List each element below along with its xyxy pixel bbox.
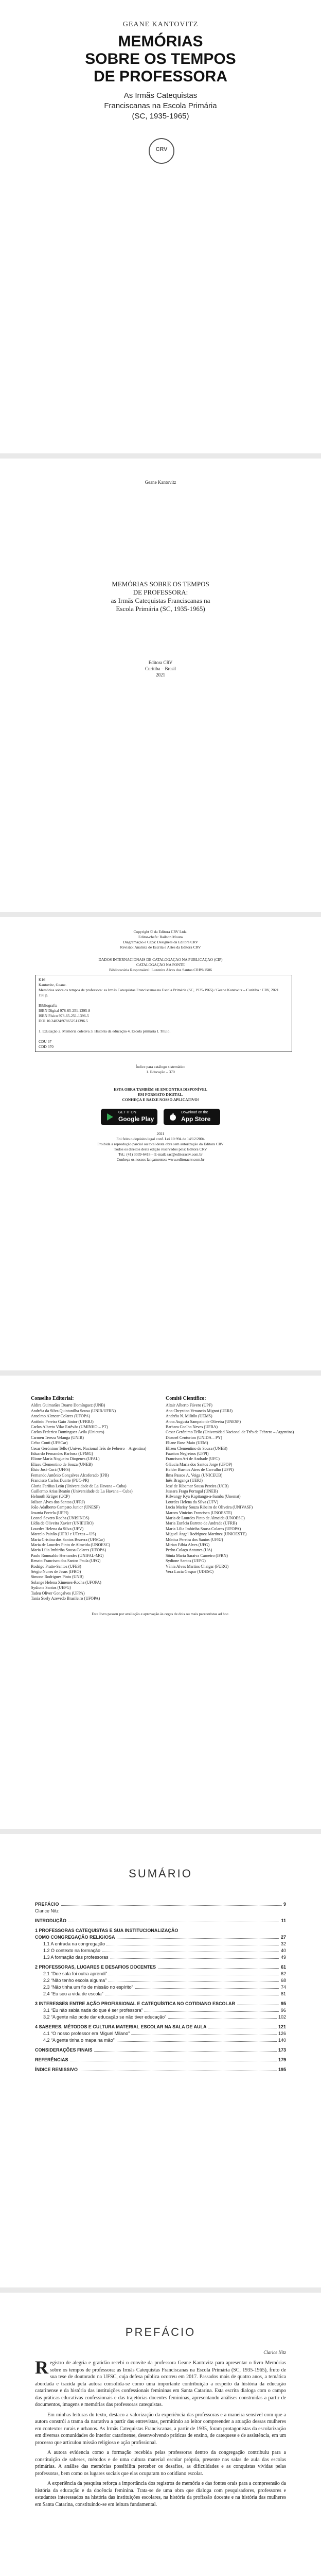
council-member: Guillermo Arias Beatón (Universidade de La Havana – Cuba) xyxy=(31,1488,133,1494)
toc-entry-title: 2.1 “Doe sala foi outra aprendi” xyxy=(43,1971,109,1977)
catalog-line: ISBN Físico 978-65-251-1396-5 xyxy=(39,1013,89,1018)
council-member: Barbara Coelho Neves (UFBA) xyxy=(166,1425,218,1430)
cover-title xyxy=(0,33,321,86)
toc-entry-page: 126 xyxy=(277,2030,286,2037)
toc-page xyxy=(0,1834,321,2287)
half-title-publisher: Editora CRV xyxy=(148,660,173,665)
toc-entry-title: ÍNDICE REMISSIVO xyxy=(35,2066,79,2073)
council-member: Vera Lucia Gaspar (UDESC) xyxy=(166,1569,214,1574)
toc-entry-title: 1 PROFESSORAS CATEQUISTAS E SUA INSTITUCIONALIZAÇÃO xyxy=(35,1927,180,1934)
app-store-badge[interactable] xyxy=(164,1109,220,1125)
council-member: Cesar Gerónimo Tello (Universidad Nacional de Três de Febrero – Argentina) xyxy=(166,1430,294,1435)
copyright-credits xyxy=(0,929,321,950)
half-title-year: 2021 xyxy=(156,672,165,677)
toc-entry[interactable] xyxy=(35,1934,286,1940)
catalog-line: Kantovitz, Geane. xyxy=(39,982,67,987)
council-member: Lídia de Oliveira Xavier (UNIEURO) xyxy=(31,1521,94,1526)
council-member: Ana Chrystina Venancio Mignot (UERJ) xyxy=(166,1408,233,1413)
council-member: Marcos Vinicius Francisco (UNOESTE) xyxy=(166,1510,233,1515)
toc-entry-title: 2.4 “Eu sou a vida de escola” xyxy=(43,1991,105,1997)
page-separator xyxy=(0,912,321,917)
council-member: Míguel Ángel Rodríguez Martínez (UNIOESTE) xyxy=(166,1532,247,1537)
council-member: Anselmo Alencar Colares (UFOPA) xyxy=(31,1414,91,1419)
council-member: Jussara Fraga Portugal (UNEB) xyxy=(166,1488,218,1494)
council-member: Mônica Pereira dos Santos (UFRJ) xyxy=(166,1537,223,1542)
toc-entry[interactable] xyxy=(35,1984,286,1990)
toc-entry-title: REFERÊNCIAS xyxy=(35,2057,70,2063)
toc-entry-title: 4 SABERES, MÉTODOS E CULTURA MATERIAL ESCOLAR NA SALA DE AULA xyxy=(35,2024,208,2030)
cover-title-line: SOBRE OS TEMPOS xyxy=(85,50,236,67)
cover-page xyxy=(0,0,321,453)
council-member: Solange Helena Ximenes-Rocha (UFOPA) xyxy=(31,1580,101,1585)
catalog-header: DADOS INTERNACIONAIS DE CATALOGAÇÃO NA PUBLICAÇÃO (CIP) CATALOGAÇÃO NA FONTE Bibliotecária Responsável: Luzenira Alves dos Santos CRB9/1506 xyxy=(98,957,223,972)
toc-entry[interactable] xyxy=(35,2007,286,2013)
toc-entry[interactable] xyxy=(35,2030,286,2037)
council-member: Anna Augusta Sampaio de Oliveira (UNESP) xyxy=(166,1419,241,1424)
cover-title-line: MEMÓRIAS xyxy=(118,33,203,50)
council-member: Maria de Lourdes Pinto de Almeida (UNOESC) xyxy=(31,1542,110,1547)
toc-entry[interactable] xyxy=(35,2014,286,2020)
council-member: Helder Buenos Aires de Carvalho (UFPI) xyxy=(166,1467,234,1472)
toc-entry[interactable] xyxy=(35,1908,286,1914)
toc-entry-title: 1.3 A formação das professoras xyxy=(43,1954,110,1960)
catalog-index xyxy=(0,1064,321,1075)
council-member: Fauston Negreiros (UFPI) xyxy=(166,1451,209,1456)
council-member: Cesar Gerónimo Tello (Univer. Nacional Três de Febrero – Argentina) xyxy=(31,1446,147,1451)
toc-entry[interactable] xyxy=(35,1941,286,1947)
toc-entry-page: 140 xyxy=(277,2037,286,2043)
toc-entry[interactable] xyxy=(35,2037,286,2043)
council-right-header: Comitê Científico: xyxy=(166,1396,206,1401)
catalog-box xyxy=(35,975,292,1052)
cover-author: GEANE KANTOVITZ xyxy=(122,21,199,28)
toc-entry-title: 2 PROFESSORAS, LUGARES E DESAFIOS DOCENTES xyxy=(35,1964,157,1970)
half-title-place: Curitiba – Brasil xyxy=(145,666,176,671)
council-member: José de Ribamar Sousa Pereira (UCB) xyxy=(166,1483,229,1488)
play-store-icon xyxy=(106,1113,114,1121)
toc-entry-page: 9 xyxy=(282,1901,286,1907)
council-member: Diosnel Centurion (UNIDA – PY) xyxy=(166,1435,222,1440)
council-member: Josania Portela (UFPI) xyxy=(31,1510,68,1515)
legal-line: Tel.: (41) 3039-6418 – E-mail: sac@editoracrv.com.br xyxy=(118,1152,203,1157)
toc-entry-title: CONSIDERAÇÕES FINAIS xyxy=(35,2047,94,2053)
council-member: Sydione Santos (UEPG) xyxy=(31,1585,71,1590)
toc-entry[interactable] xyxy=(35,1901,286,1907)
toc-entry-page: 40 xyxy=(279,1947,286,1954)
page-separator xyxy=(0,1829,321,1834)
preface-dropcap: R xyxy=(35,2357,48,2378)
catalog-line xyxy=(39,1024,289,1029)
toc-entry-title: 2.3 “Não tinha um fio de missão no espírito” xyxy=(43,1984,135,1990)
council-member: Sydione Santos (UEPG) xyxy=(166,1558,206,1564)
council-footer: Este livro passou por avaliação e aprovação às cegas de dois ou mais pareceristas ad hoc. xyxy=(92,1612,229,1616)
preface-title: PREFÁCIO xyxy=(125,2326,196,2338)
council-member: Lucia Marisy Souza Ribeiro de Oliveira (UNIVASF) xyxy=(166,1505,253,1510)
council-member: Eliane Rose Maio (UEM) xyxy=(166,1440,208,1446)
preface-author: Clarice Nitz xyxy=(263,2350,286,2355)
catalog-body xyxy=(39,977,289,1049)
council-member: Mirian Fábia Alves (UFG) xyxy=(166,1542,210,1547)
page-separator xyxy=(0,453,321,459)
page-separator xyxy=(0,2287,321,2293)
cover-subtitle-line: Franciscanas na Escola Primária xyxy=(104,101,217,110)
digital-notice-line: CONHEÇA E BAIXE NOSSO APLICATIVO! xyxy=(122,1097,199,1102)
council-member: Altair Alberto Fávero (UPF) xyxy=(166,1403,212,1408)
council-left-column xyxy=(31,1396,159,1601)
cover-title-line: DE PROFESSORA xyxy=(93,68,228,85)
toc-entry-title: INTRODUÇÃO xyxy=(35,1918,68,1924)
toc-entry-page: 179 xyxy=(277,2057,286,2063)
toc-title: SUMÁRIO xyxy=(129,1867,192,1880)
preface-page xyxy=(0,2293,321,2576)
legal-line: 2021 xyxy=(156,1131,165,1136)
toc-entry-title: Clarice Nitz xyxy=(35,1908,60,1914)
council-member: Renato Francisco dos Santos Paula (UFG) xyxy=(31,1558,101,1564)
council-member: Maria Cristina dos Santos Bezerra (UFSCar) xyxy=(31,1537,105,1542)
preface-paragraph xyxy=(35,2357,286,2409)
preface-paragraph-text: egistro de alegria e gratidão recebi o convite da professora Geane Kantovitz para apresentar o livro Memórias sobre os tempos de professora: as Irmãs Catequistas Franciscanas na Escola Primária (SC, 1935-1965), fruto de sua tese de doutorado na UFSC, cuja defesa pública ocorreu em 2017. Passados mais de quatro anos, a temática abordada e trazida pela autora consolida-se como uma importante contribuição a respeito da história da educação catarinense e da história das instituições confessionais femininas em Santa Catarina. Esta escrita dialoga com o campo das práticas educativas confessionais e das trajetórias docentes femininas, apresentando análises construídas a partir de documentos, imagens e memórias das professoras catequistas. xyxy=(35,2360,286,2408)
toc-entry[interactable] xyxy=(35,1947,286,1954)
toc-entry[interactable] xyxy=(35,1971,286,1977)
catalog-line xyxy=(39,1034,289,1039)
toc-entry-title: 3.2 “A gente não pode dar educação se não tiver educação” xyxy=(43,2014,168,2020)
council-member: Elizeu Clementino de Souza (UNEB) xyxy=(31,1462,93,1467)
council-member: Andréia N. Militão (UEMS) xyxy=(166,1414,212,1419)
catalog-line: Bibliografia xyxy=(39,1003,58,1008)
legal-line: Conheça os nossos lançamentos: www.editoracrv.com.br xyxy=(116,1157,205,1162)
catalog-line: ISBN Digital 978-65-251-1395-8 xyxy=(39,1008,91,1013)
badge-small-text: Download on the xyxy=(181,1111,208,1114)
toc-leader xyxy=(35,1905,286,1906)
page-separator xyxy=(0,1370,321,1376)
half-title-line: as Irmãs Catequistas Franciscanas na xyxy=(111,597,210,604)
toc-entry[interactable] xyxy=(35,2001,286,2007)
toc-entry-page: 27 xyxy=(279,1934,286,1940)
catalog-line: CDU 37 xyxy=(39,1039,52,1044)
toc-entry[interactable] xyxy=(35,1918,286,1924)
toc-entry-page: 49 xyxy=(279,1954,286,1960)
council-member: Gloria Fariñas León (Universidade de La Havana – Cuba) xyxy=(31,1483,127,1488)
catalog-line xyxy=(39,998,289,1003)
badge-small-text: GET IT ON xyxy=(118,1111,136,1114)
toc-entry-title: 1.1 A entrada na congregação xyxy=(43,1941,106,1947)
toc-entry-page: 74 xyxy=(279,1984,286,1990)
toc-entry[interactable] xyxy=(35,1964,286,1970)
catalog-index-line: Índice para catálogo sistemático xyxy=(135,1064,186,1069)
copyright-line: Editor-chefe: Railson Moura xyxy=(138,935,183,939)
council-member: Maria Lília Imbiriba Sousa Colares (UFOPA) xyxy=(166,1526,241,1531)
council-member: Jailson Alves dos Santos (UFRJ) xyxy=(31,1499,85,1504)
catalog-line: 1. Educação 2. Memória coletiva 3. História da educação 4. Escola primária I. Título. xyxy=(39,1029,171,1033)
council-member: João Adalberto Campato Junior (UNESP) xyxy=(31,1505,100,1510)
council-page xyxy=(0,1376,321,1829)
legal-line: Proibida a reprodução parcial ou total desta obra sem autorização da Editora CRV xyxy=(97,1142,224,1146)
half-title-imprint xyxy=(0,659,321,678)
toc-entry-title: 3.1 “Eu não sabia nada do que é ser professora” xyxy=(43,2007,145,2013)
half-title-page xyxy=(0,459,321,912)
council-member: Celso Conti (UFSCar) xyxy=(31,1440,68,1446)
council-member: Tania Suely Azevedo Brasileiro (UFOPA) xyxy=(31,1596,100,1601)
catalog-index-item: 1. Educação – 370 xyxy=(146,1070,175,1074)
council-member: Francisco Ari de Andrade (UFC) xyxy=(166,1456,220,1462)
council-member: Rodrigo Pratte-Santos (UFES) xyxy=(31,1564,81,1569)
toc-entry-page: 61 xyxy=(279,1964,286,1970)
half-title-line: DE PROFESSORA: xyxy=(133,588,188,596)
toc-entry-title: 1.2 O contexto na formação xyxy=(43,1947,102,1954)
catalog-line: DOI 10.24824/978652511396.5 xyxy=(39,1019,88,1023)
preface-paragraph: Em minhas leituras do texto, destaco a valorização da experiência das professoras e a maneira sensível com que a autora constrói a trama da narrativa a partir das entrevistas, permitindo ao leitor compreender a atuação dessas mulheres em contextos rurais e urbanos. As Irmãs Catequistas Franciscanas, a partir de 1935, foram protagonistas da escolarização em diversas comunidades do interior catarinense, desenvolvendo práticas de ensino, de catequese e de assistência, em um processo que articulou missão religiosa e ação profissional. xyxy=(35,2412,286,2446)
toc-entry-page: 62 xyxy=(279,1971,286,1977)
council-member: Andréia da Silva Quintanilha Sousa (UNIR/UFRN) xyxy=(31,1408,116,1413)
apple-icon xyxy=(169,1113,177,1121)
catalog-line: CDD 370 xyxy=(39,1044,53,1049)
copyright-line: Revisão: Analista de Escrita e Artes da Editora CRV xyxy=(120,945,201,950)
toc-entry-page: 102 xyxy=(277,2014,286,2020)
cover-subtitle-line: (SC, 1935-1965) xyxy=(132,112,189,121)
council-member: Carmen Tereza Velanga (UNIR) xyxy=(31,1435,84,1440)
toc-entry[interactable] xyxy=(35,1977,286,1984)
toc-entry-page: 11 xyxy=(279,1918,286,1924)
council-member: Kilwangy Kya Kapitango-a-Samba (Unemat) xyxy=(166,1494,241,1499)
toc-entry[interactable] xyxy=(35,2047,286,2053)
preface-body xyxy=(35,2357,286,2508)
council-member: Francisco Carlos Duarte (PUC-PR) xyxy=(31,1478,90,1483)
council-right-list xyxy=(166,1403,294,1574)
toc-entry-page: 195 xyxy=(277,2066,286,2073)
digital-notice xyxy=(0,1087,321,1103)
council-member: Vânia Alves Martins Chaigar (FURG) xyxy=(166,1564,229,1569)
council-member: Inês Bragança (UERJ) xyxy=(166,1478,203,1483)
council-left-header: Conselho Editorial: xyxy=(31,1396,74,1401)
half-title-title xyxy=(0,580,321,613)
council-member: Simone Rodrigues Pinto (UNB) xyxy=(31,1574,84,1580)
council-left-list xyxy=(31,1403,159,1601)
copyright-line: Diagramação e Capa: Designers da Editora CRV xyxy=(122,940,198,944)
catalog-line: Memórias sobre os tempos de professora: as Irmãs Catequistas Franciscanas na Escola Primária (SC, 1935-1965) / Geane Kantovitz – Curitiba : CRV, 2021. xyxy=(39,988,280,992)
legal-line: Todos os direitos desta edição reservados pela: Editora CRV xyxy=(114,1147,207,1151)
council-member: Marcelo Paixão (UFRJ e UTexas – US) xyxy=(31,1532,96,1537)
cover-subtitle-line: As Irmãs Catequistas xyxy=(123,91,198,100)
council-member: Pedro Colaço Antunes (UA) xyxy=(166,1548,212,1553)
council-member: Carlos Alberto Vilar Estêvão (UMINHO – PT) xyxy=(31,1425,108,1430)
legal-footer xyxy=(0,1131,321,1162)
council-member: Élsio José Corá (UFFS) xyxy=(31,1467,70,1472)
council-member: Carlos Federico Dominguez Avila (Unieuro) xyxy=(31,1430,104,1435)
publisher-logo xyxy=(149,138,174,164)
toc-entry-page: 173 xyxy=(277,2047,286,2053)
toc-entry-page: 96 xyxy=(279,2007,286,2013)
toc-entry-title: 4.2 “A gente tinha o mapa na mão” xyxy=(43,2037,116,2043)
council-member: Antônio Pereira Gaio Júnior (UFRRJ) xyxy=(31,1419,94,1424)
council-member: Sérgio Nunes de Jesus (IFRO) xyxy=(31,1569,81,1574)
preface-paragraph: A experiência da pesquisa reforça a importância dos registros de memória e das fontes orais para a compreensão da história da educação e da docência feminina. Trata-se de uma obra que dialoga com pesquisadores, professores e estudantes interessados na história das instituições escolares, na história da profissão docente e na história das mulheres em Santa Catarina, constituindo-se em leitura fundamental. xyxy=(35,2481,286,2507)
digital-notice-line: ESTA OBRA TAMBÉM SE ENCONTRA DISPONÍVEL xyxy=(114,1087,207,1092)
legal-line: Foi feito o depósito legal conf. Lei 10.994 de 14/12/2004 xyxy=(116,1137,205,1141)
council-member: Eduardo Fernandes Barbosa (UFMG) xyxy=(31,1451,93,1456)
catalog-line: 198 p. xyxy=(39,993,48,997)
council-member: Elizeu Clementino de Souza (UNEB) xyxy=(166,1446,227,1451)
badge-big-text: Google Play xyxy=(118,1115,154,1123)
council-member: Maria de Lourdes Pinto de Almeida (UNOESC) xyxy=(166,1515,245,1520)
badge-big-text: App Store xyxy=(181,1115,211,1123)
council-member: Sônia Maria Saraiva Carneiro (IFRN) xyxy=(166,1553,228,1558)
council-member: Leonel Severo Rocha (UNISINOS) xyxy=(31,1515,90,1520)
toc-entry[interactable] xyxy=(35,2057,286,2063)
toc-entry-page: 95 xyxy=(279,2001,286,2007)
toc-entry[interactable] xyxy=(35,1991,286,1997)
toc-entry[interactable] xyxy=(35,1927,286,1934)
council-member: Paulo Romualdo Hernandes (UNIFAL-MG) xyxy=(31,1553,104,1558)
digital-notice-line: EM FORMATO DIGITAL. xyxy=(137,1092,184,1097)
toc-entry-page: 68 xyxy=(279,1977,286,1984)
preface-paragraph: A autora evidencia como a formação recebida pelas professoras dentro da congregação contribuiu para a constituição de saberes, métodos e de uma cultura material escolar própria, presente nas salas de aula das escolas primárias. A análise das memórias possibilita perceber os desafios, as dificuldades e as conquistas vividas pelas professoras, bem como os lugares sociais que elas ocuparam no cotidiano escolar. xyxy=(35,2450,286,2477)
council-member: Maria Lília Imbiriba Sousa Colares (UFOPA) xyxy=(31,1548,106,1553)
cover-subtitle xyxy=(0,91,321,122)
council-member: Gláucia Maria dos Santos Jorge (UFOP) xyxy=(166,1462,233,1467)
catalog-line: K16 xyxy=(39,977,45,982)
council-member: Lourdes Helena da Silva (UFV) xyxy=(166,1499,219,1504)
toc-entry-title: PREFÁCIO xyxy=(35,1901,61,1907)
council-member: Ilma Passos A. Veiga (UNICEUB) xyxy=(166,1472,223,1478)
copyright-line: Copyright © da Editora CRV Ltda. xyxy=(133,929,188,934)
half-title-line: MEMÓRIAS SOBRE OS TEMPOS xyxy=(112,580,209,588)
council-member: Fernando Antônio Gonçalves Alcoforado (IPB) xyxy=(31,1472,109,1478)
toc-entry[interactable] xyxy=(35,2024,286,2030)
council-member: Tadeu Oliver Gonçalves (UFPA) xyxy=(31,1590,85,1596)
council-member: Elione Maria Nogueira Diogenes (UFAL) xyxy=(31,1456,100,1462)
toc-entry-title: 4.1 “O nosso professor era Miguel Milano” xyxy=(43,2030,131,2037)
council-right-column xyxy=(166,1396,294,1574)
half-title-line: Escola Primária (SC, 1935-1965) xyxy=(116,605,205,613)
council-member: Aldira Guimarães Duarte Domínguez (UNB) xyxy=(31,1403,105,1408)
council-member: Helmuth Krüger (UCP) xyxy=(31,1494,70,1499)
toc-entry-page: 32 xyxy=(279,1941,286,1947)
toc-entry-page: 81 xyxy=(279,1991,286,1997)
toc-entry-title: COMO CONGREGAÇÃO RELIGIOSA xyxy=(35,1934,117,1940)
toc-entry-title: 2.2 “Não tenho escola alguma” xyxy=(43,1977,108,1984)
copyright-page xyxy=(0,917,321,1370)
toc-entry-page: 121 xyxy=(277,2024,286,2030)
toc-entry-title: 3 INTERESSES ENTRE AÇÃO PROFISSIONAL E CATEQUÍSTICA NO COTIDIANO ESCOLAR xyxy=(35,2001,237,2007)
toc-entry[interactable] xyxy=(35,1954,286,1960)
toc-entry[interactable] xyxy=(35,2066,286,2073)
half-title-author: Geane Kantovitz xyxy=(145,480,176,485)
council-member: Maria Eurácia Barreto de Andrade (UFRB) xyxy=(166,1521,237,1526)
google-play-badge[interactable] xyxy=(101,1109,157,1125)
council-member: Lourdes Helena da Silva (UFV) xyxy=(31,1526,84,1531)
publisher-logo-text: CRV xyxy=(155,146,168,152)
